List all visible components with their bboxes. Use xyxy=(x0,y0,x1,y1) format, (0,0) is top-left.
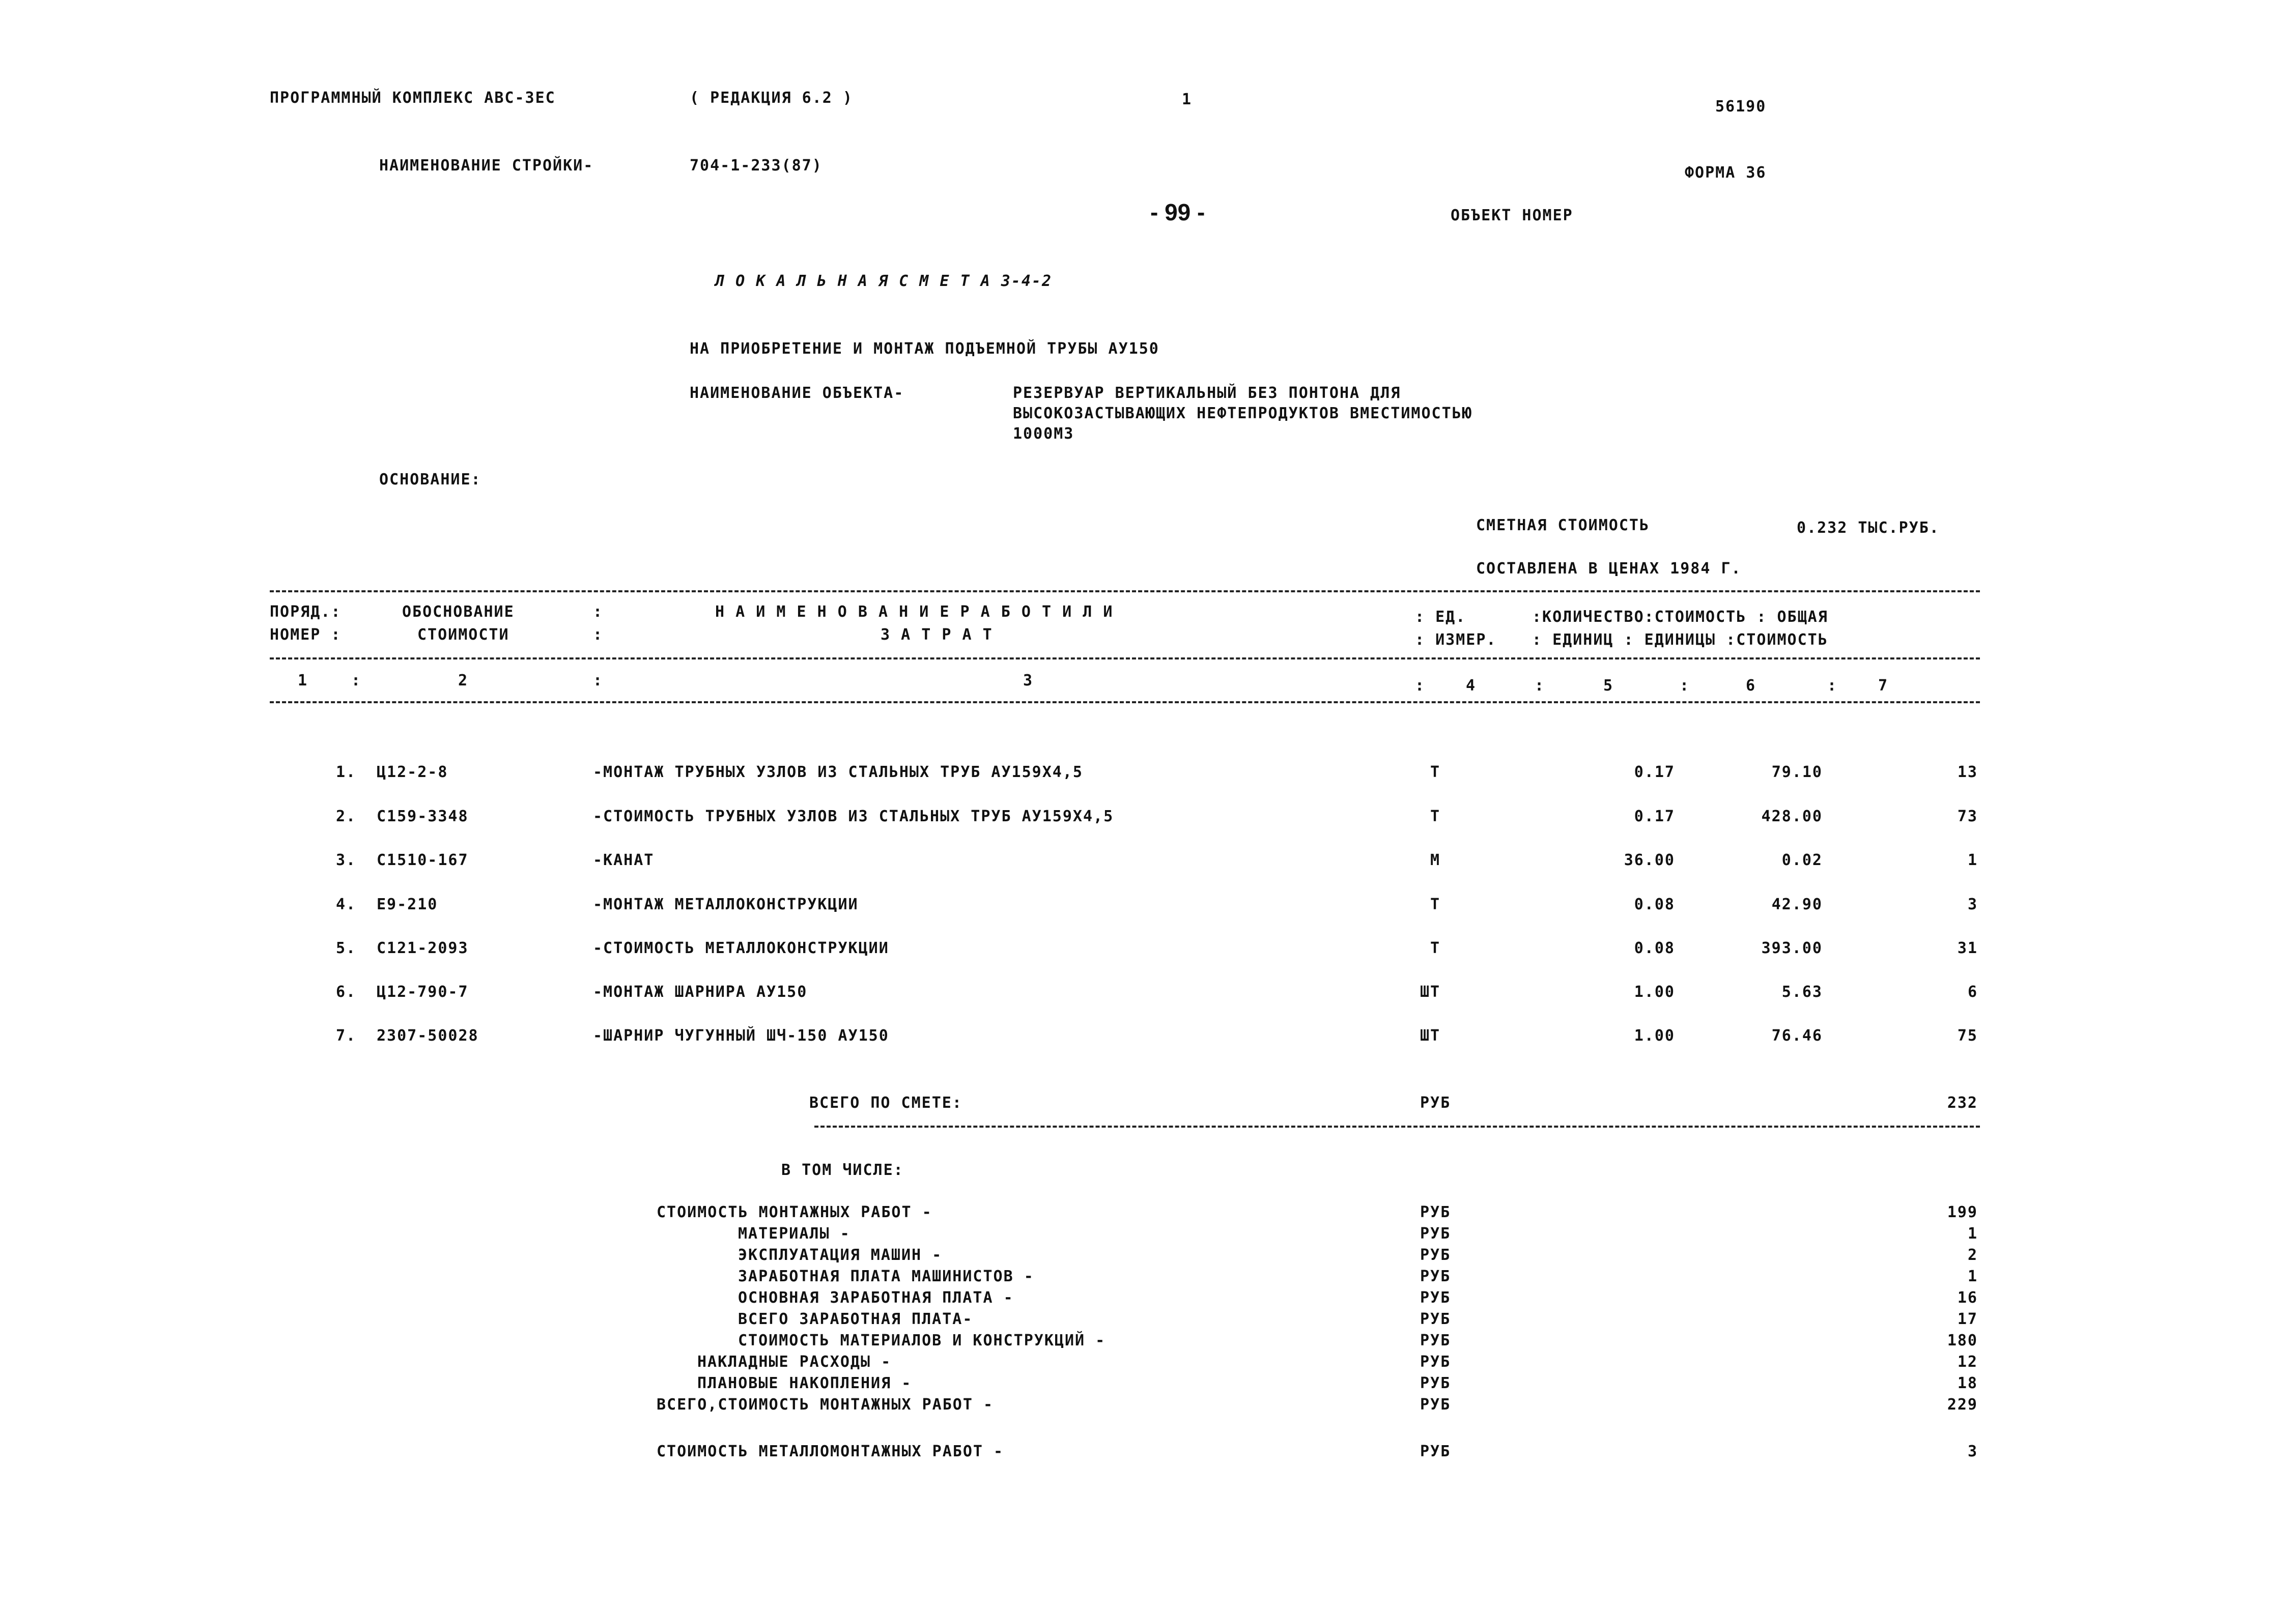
row-basis-code: Е9-210 xyxy=(377,896,438,913)
table-row xyxy=(0,851,2296,882)
breakdown-line xyxy=(0,1246,2296,1268)
row-number: 6. xyxy=(336,983,357,1001)
construction-value: 704-1-233(87) xyxy=(690,157,823,175)
colnum-3: 3 xyxy=(1023,672,1034,689)
breakdown-label: ПЛАНОВЫЕ НАКОПЛЕНИЯ - xyxy=(697,1374,912,1392)
row-total-cost: 13 xyxy=(1957,763,1978,781)
row-unit-price: 79.10 xyxy=(1771,763,1823,781)
breakdown-unit: РУБ xyxy=(1420,1246,1451,1264)
breakdown-label: НАКЛАДНЫЕ РАСХОДЫ - xyxy=(697,1353,892,1371)
total-value: 232 xyxy=(1947,1094,1978,1112)
breakdown-unit: РУБ xyxy=(1420,1443,1451,1460)
header-sep: : xyxy=(593,603,604,621)
breakdown-label: ВСЕГО,СТОИМОСТЬ МОНТАЖНЫХ РАБОТ - xyxy=(657,1396,994,1414)
header-col-unit: : ЕД. xyxy=(1415,608,1466,626)
row-unit: ШТ xyxy=(1420,983,1441,1001)
row-basis-code: С159-3348 xyxy=(377,808,469,825)
colnum-4: 4 xyxy=(1466,677,1477,695)
breakdown-value: 17 xyxy=(1957,1310,1978,1328)
row-basis-code: Ц12-2-8 xyxy=(377,763,448,781)
colnum-2: 2 xyxy=(458,672,469,689)
breakdown-line xyxy=(0,1289,2296,1310)
header-col-name: Н А И М Е Н О В А Н И Е Р А Б О Т И Л И xyxy=(715,603,1114,621)
header-col-values: :КОЛИЧЕСТВО:СТОИМОСТЬ : ОБЩАЯ xyxy=(1532,608,1828,626)
table-row xyxy=(0,1027,2296,1057)
object-name-label: НАИМЕНОВАНИЕ ОБЪЕКТА- xyxy=(690,384,904,402)
row-quantity: 0.08 xyxy=(1634,896,1675,913)
row-unit: Т xyxy=(1430,808,1441,825)
colnum-sep: : xyxy=(1827,677,1838,695)
total-label: ВСЕГО ПО СМЕТЕ: xyxy=(809,1094,962,1112)
document-title: Л О К А Л Ь Н А Я С М Е Т А 3-4-2 xyxy=(715,272,1053,290)
breakdown-label: МАТЕРИАЛЫ - xyxy=(738,1225,851,1243)
price-level-note: СОСТАВЛЕНА В ЦЕНАХ 1984 Г. xyxy=(1476,560,1742,578)
row-total-cost: 3 xyxy=(1967,896,1978,913)
table-row xyxy=(0,808,2296,838)
row-work-name: -МОНТАЖ МЕТАЛЛОКОНСТРУКЦИИ xyxy=(593,896,859,913)
estimate-cost-label: СМЕТНАЯ СТОИМОСТЬ xyxy=(1476,516,1650,534)
row-unit-price: 0.02 xyxy=(1781,851,1823,869)
row-quantity: 36.00 xyxy=(1624,851,1675,869)
row-unit-price: 428.00 xyxy=(1761,808,1823,825)
header-sep-2: : xyxy=(593,626,604,644)
row-quantity: 0.17 xyxy=(1634,808,1675,825)
breakdown-unit: РУБ xyxy=(1420,1289,1451,1307)
program-name: ПРОГРАММНЫЙ КОМПЛЕКС АВС-3ЕС xyxy=(270,89,556,107)
table-rule-bottom xyxy=(270,701,1980,703)
colnum-sep: : xyxy=(593,672,604,689)
row-work-name: -КАНАТ xyxy=(593,851,655,869)
row-quantity: 0.08 xyxy=(1634,939,1675,957)
row-total-cost: 75 xyxy=(1957,1027,1978,1045)
row-basis-code: С121-2093 xyxy=(377,939,469,957)
header-col-basis-2: СТОИМОСТИ xyxy=(417,626,509,644)
row-unit-price: 42.90 xyxy=(1771,896,1823,913)
header-col-unit-2: : ИЗМЕР. xyxy=(1415,631,1497,649)
breakdown-value: 16 xyxy=(1957,1289,1978,1307)
row-total-cost: 73 xyxy=(1957,808,1978,825)
row-number: 4. xyxy=(336,896,357,913)
table-rule-mid xyxy=(270,657,1980,659)
table-rule-top xyxy=(270,590,1980,592)
row-unit: М xyxy=(1430,851,1441,869)
construction-label: НАИМЕНОВАНИЕ СТРОЙКИ- xyxy=(379,157,594,175)
form-number: ФОРМА 36 xyxy=(1685,164,1767,182)
breakdown-line xyxy=(0,1396,2296,1417)
object-name-line-1: РЕЗЕРВУАР ВЕРТИКАЛЬНЫЙ БЕЗ ПОНТОНА ДЛЯ xyxy=(1013,384,1401,402)
row-unit: Т xyxy=(1430,763,1441,781)
breakdown-label: СТОИМОСТЬ МЕТАЛЛОМОНТАЖНЫХ РАБОТ - xyxy=(657,1443,1004,1460)
breakdown-unit: РУБ xyxy=(1420,1268,1451,1285)
breakdown-label: ЭКСПЛУАТАЦИЯ МАШИН - xyxy=(738,1246,943,1264)
breakdown-label: ВСЕГО ЗАРАБОТНАЯ ПЛАТА- xyxy=(738,1310,973,1328)
row-number: 3. xyxy=(336,851,357,869)
row-quantity: 0.17 xyxy=(1634,763,1675,781)
table-row xyxy=(0,939,2296,970)
program-edition: ( РЕДАКЦИЯ 6.2 ) xyxy=(690,89,853,107)
object-number-label: ОБЪЕКТ НОМЕР xyxy=(1451,207,1573,224)
breakdown-value: 12 xyxy=(1957,1353,1978,1371)
row-total-cost: 6 xyxy=(1967,983,1978,1001)
header-col-values-2: : ЕДИНИЦ : ЕДИНИЦЫ :СТОИМОСТЬ xyxy=(1532,631,1828,649)
row-number: 1. xyxy=(336,763,357,781)
row-number: 2. xyxy=(336,808,357,825)
breakdown-line xyxy=(0,1374,2296,1396)
row-basis-code: Ц12-790-7 xyxy=(377,983,469,1001)
header-col-order-2: НОМЕР : xyxy=(270,626,342,644)
row-total-cost: 1 xyxy=(1967,851,1978,869)
row-number: 7. xyxy=(336,1027,357,1045)
estimate-subject: НА ПРИОБРЕТЕНИЕ И МОНТАЖ ПОДЪЕМНОЙ ТРУБЫ АУ150 xyxy=(690,340,1159,358)
colnum-sep: : xyxy=(1415,677,1426,695)
breakdown-line xyxy=(0,1310,2296,1332)
row-unit: ШТ xyxy=(1420,1027,1441,1045)
breakdown-line xyxy=(0,1268,2296,1289)
breakdown-line xyxy=(0,1443,2296,1464)
header-col-basis: ОБОСНОВАНИЕ xyxy=(402,603,515,621)
header-col-name-2: З А Т Р А Т xyxy=(881,626,993,644)
row-quantity: 1.00 xyxy=(1634,1027,1675,1045)
row-work-name: -ШАРНИР ЧУГУННЫЙ ШЧ-150 АУ150 xyxy=(593,1027,889,1045)
breakdown-label: ОСНОВНАЯ ЗАРАБОТНАЯ ПЛАТА - xyxy=(738,1289,1014,1307)
row-unit-price: 393.00 xyxy=(1761,939,1823,957)
breakdown-value: 1 xyxy=(1967,1268,1978,1285)
breakdown-value: 199 xyxy=(1947,1203,1978,1221)
breakdown-value: 180 xyxy=(1947,1332,1978,1349)
total-rule xyxy=(814,1126,1980,1128)
document-number: 56190 xyxy=(1715,98,1767,116)
basis-label: ОСНОВАНИЕ: xyxy=(379,471,481,489)
breakdown-unit: РУБ xyxy=(1420,1374,1451,1392)
header-col-order: ПОРЯД.: xyxy=(270,603,342,621)
row-basis-code: С1510-167 xyxy=(377,851,469,869)
page-number: - 99 - xyxy=(1150,199,1205,225)
colnum-1: 1 xyxy=(298,672,308,689)
breakdown-line xyxy=(0,1225,2296,1246)
estimate-cost-value: 0.232 ТЫС.РУБ. xyxy=(1797,519,1940,537)
breakdown-value: 18 xyxy=(1957,1374,1978,1392)
colnum-sep: : xyxy=(1680,677,1690,695)
row-number: 5. xyxy=(336,939,357,957)
colnum-7: 7 xyxy=(1878,677,1889,695)
breakdown-line xyxy=(0,1353,2296,1374)
breakdown-label: ЗАРАБОТНАЯ ПЛАТА МАШИНИСТОВ - xyxy=(738,1268,1034,1285)
colnum-6: 6 xyxy=(1746,677,1756,695)
breakdown-line xyxy=(0,1332,2296,1353)
row-unit: Т xyxy=(1430,896,1441,913)
sheet-number: 1 xyxy=(1182,91,1193,108)
breakdown-value: 1 xyxy=(1967,1225,1978,1243)
object-name-line-3: 1000М3 xyxy=(1013,425,1074,443)
breakdown-unit: РУБ xyxy=(1420,1225,1451,1243)
breakdown-value: 2 xyxy=(1967,1246,1978,1264)
object-name-line-2: ВЫСОКОЗАСТЫВАЮЩИХ НЕФТЕПРОДУКТОВ ВМЕСТИМОСТЬЮ xyxy=(1013,405,1472,422)
breakdown-unit: РУБ xyxy=(1420,1396,1451,1414)
row-work-name: -СТОИМОСТЬ МЕТАЛЛОКОНСТРУКЦИИ xyxy=(593,939,889,957)
colnum-sep: : xyxy=(351,672,362,689)
breakdown-unit: РУБ xyxy=(1420,1353,1451,1371)
breakdown-unit: РУБ xyxy=(1420,1203,1451,1221)
row-work-name: -МОНТАЖ ТРУБНЫХ УЗЛОВ ИЗ СТАЛЬНЫХ ТРУБ АУ159Х4,5 xyxy=(593,763,1083,781)
table-row xyxy=(0,763,2296,794)
breakdown-value: 3 xyxy=(1967,1443,1978,1460)
row-unit: Т xyxy=(1430,939,1441,957)
table-row xyxy=(0,983,2296,1014)
breakdown-unit: РУБ xyxy=(1420,1310,1451,1328)
breakdown-label: СТОИМОСТЬ МОНТАЖНЫХ РАБОТ - xyxy=(657,1203,932,1221)
breakdown-value: 229 xyxy=(1947,1396,1978,1414)
row-basis-code: 2307-50028 xyxy=(377,1027,479,1045)
total-unit: РУБ xyxy=(1420,1094,1451,1112)
row-work-name: -МОНТАЖ ШАРНИРА АУ150 xyxy=(593,983,808,1001)
breakdown-unit: РУБ xyxy=(1420,1332,1451,1349)
breakdown-line xyxy=(0,1203,2296,1225)
colnum-sep: : xyxy=(1535,677,1545,695)
row-work-name: -СТОИМОСТЬ ТРУБНЫХ УЗЛОВ ИЗ СТАЛЬНЫХ ТРУБ АУ159Х4,5 xyxy=(593,808,1114,825)
colnum-5: 5 xyxy=(1603,677,1614,695)
including-label: В ТОМ ЧИСЛЕ: xyxy=(781,1161,904,1179)
table-row xyxy=(0,896,2296,926)
breakdown-label: СТОИМОСТЬ МАТЕРИАЛОВ И КОНСТРУКЦИЙ - xyxy=(738,1332,1106,1349)
row-total-cost: 31 xyxy=(1957,939,1978,957)
row-unit-price: 76.46 xyxy=(1771,1027,1823,1045)
row-quantity: 1.00 xyxy=(1634,983,1675,1001)
row-unit-price: 5.63 xyxy=(1781,983,1823,1001)
